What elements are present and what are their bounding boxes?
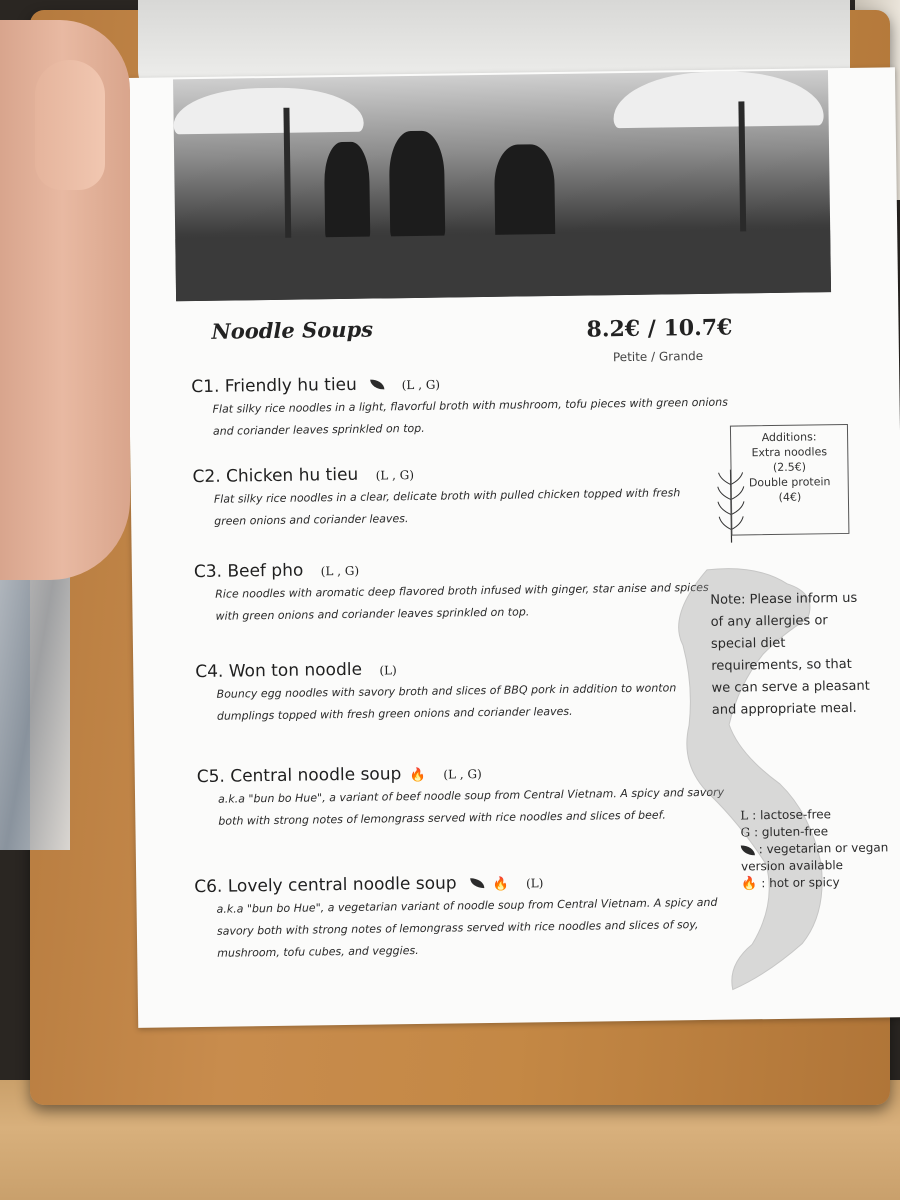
dish-c2-description: Flat silky rice noodles in a clear, delicate broth with pulled chicken topped with fresh green onions and coriander leaves. <box>213 486 681 528</box>
allergy-note: Note: Please inform us of any allergies or special diet requirements, so that we can serve a pleasant and appropriate meal. <box>710 590 870 718</box>
leaf-icon <box>370 379 384 389</box>
market-photo <box>173 70 831 301</box>
dish-c2: C2. Chicken hu tieu (L , G) <box>192 464 415 488</box>
additions-line: (2.5€) <box>772 460 807 474</box>
flame-icon: 🔥 <box>409 767 427 784</box>
dish-c1-description: Flat silky rice noodles in a light, flavorful broth with mushroom, tofu pieces with green onions and coriander leaves sprinkled on top. <box>212 395 729 438</box>
vendor-figure <box>494 144 555 245</box>
additions-box <box>730 424 850 536</box>
legend-item: : vegetarian or vegan version available <box>740 840 889 874</box>
dish-c4-description: Bouncy egg noodles with savory broth and slices of BBQ pork in addition to wonton dumplings topped with fresh green onions and coriander leaves. <box>216 681 677 723</box>
market-stall <box>175 230 831 301</box>
hand <box>0 20 130 580</box>
legend-item: L : lactose-free <box>740 807 832 823</box>
section-title: Noodle Soups <box>211 316 374 344</box>
dish-c1: C1. Friendly hu tieu (L , G) <box>191 374 441 398</box>
legend <box>740 805 900 892</box>
additions-title: Additions: <box>761 430 817 445</box>
vendor-figure <box>324 142 370 243</box>
umbrella-shape <box>173 87 364 135</box>
dish-c6-description: a.k.a "bun bo Hue", a vegetarian variant of noodle soup from Central Vietnam. A spicy and savory both with strong notes of lemongrass served with rice noodles and slices of soy, mushroom, tofu cubes, and veggies. <box>216 895 718 960</box>
umbrella-shape <box>613 70 824 128</box>
dish-c5-description: a.k.a "bun bo Hue", a variant of beef noodle soup from Central Vietnam. A spicy and savory both with strong notes of lemongrass served with rice noodles and slices of beef. <box>217 785 725 828</box>
thumb <box>35 60 105 190</box>
dish-c5: C5. Central noodle soup 🔥 (L , G) <box>196 764 482 788</box>
additions-line: Extra noodles <box>751 445 828 460</box>
additions-line: (4€) <box>778 490 802 504</box>
vendor-figure <box>389 131 446 242</box>
leaf-icon <box>741 845 755 855</box>
price: 8.2€ / 10.7€ <box>586 314 733 343</box>
price-sizes: Petite / Grande <box>612 348 704 365</box>
legend-item: 🔥 : hot or spicy <box>741 875 840 892</box>
flame-icon: 🔥 <box>492 876 509 892</box>
legend-item: G : gluten-free <box>740 824 829 840</box>
dish-c3-description: Rice noodles with aromatic deep flavored broth infused with ginger, star anise and spices with green onions and coriander leaves sprinkled on top. <box>215 580 709 623</box>
dish-c4: C4. Won ton noodle (L) <box>195 659 397 683</box>
additions-line: Double protein <box>748 475 831 490</box>
menu-page <box>125 67 900 1028</box>
flame-icon: 🔥 <box>741 876 758 892</box>
dish-c3: C3. Beef pho (L , G) <box>193 560 360 583</box>
leaf-icon <box>470 878 484 888</box>
dish-c6: C6. Lovely central noodle soup 🔥 (L) <box>194 873 544 898</box>
